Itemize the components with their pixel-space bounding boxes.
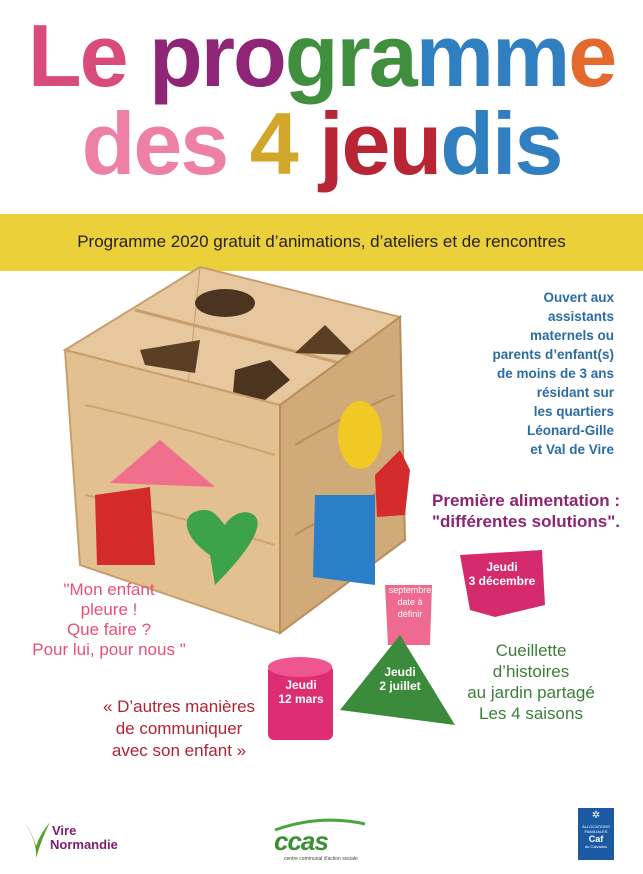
audience-line: de moins de 3 ans [496, 366, 614, 381]
caf-logo-line: FAMILIALES [584, 829, 608, 834]
date-dec-label [462, 560, 542, 588]
date-sept-label [384, 584, 436, 620]
audience-line: assistants [547, 309, 614, 324]
date-line: date à [397, 597, 423, 607]
vire-leaf-icon [22, 820, 52, 860]
caf-emblem-icon: ✲ [591, 810, 601, 821]
title-part: jeu [296, 94, 441, 193]
audience-line: Ouvert aux [543, 290, 614, 305]
band-text: Programme 2020 gratuit d’animations, d’ateliers et de rencontres [77, 232, 566, 251]
title-part: dis [440, 94, 562, 193]
caf-logo-line: ALLOCATIONS [582, 824, 610, 829]
date-line: définir [397, 609, 423, 619]
audience-line: les quartiers [533, 404, 614, 419]
title-line-2 [0, 94, 643, 194]
date-line: septembre [388, 585, 432, 595]
date-mars-label [269, 678, 333, 706]
date-line: 3 décembre [468, 574, 536, 588]
ccas-logo [270, 818, 370, 864]
date-line: Jeudi [384, 665, 416, 679]
audience-line: maternels ou [529, 328, 614, 343]
vire-logo-line: Vire [52, 823, 77, 838]
audience-text [480, 288, 614, 459]
vire-logo-text [52, 824, 118, 852]
ccas-logo-text: ccas [274, 826, 328, 856]
ccas-logo-subtext: centre communal d'action sociale [284, 856, 358, 862]
audience-line: parents d’enfant(s) [492, 347, 614, 362]
title-part: e [568, 6, 616, 105]
date-line: 12 mars [278, 692, 324, 706]
session-line: avec son enfant » [111, 741, 247, 760]
vire-normandie-logo [22, 820, 142, 860]
audience-line: résidant sur [536, 385, 614, 400]
date-line: Jeudi [486, 560, 518, 574]
title-part: des [81, 94, 250, 193]
caf-logo-text [578, 824, 614, 849]
title-part: mm [415, 6, 569, 105]
session-line: d’histoires [492, 662, 570, 681]
session-premiere-alimentation [420, 490, 620, 532]
session-line: « D’autres manières [102, 697, 256, 716]
date-juillet-label [370, 665, 430, 693]
title-part: Le [27, 6, 127, 105]
audience-line: et Val de Vire [530, 442, 614, 457]
date-line: 2 juillet [379, 679, 421, 693]
session-line: Que faire ? [66, 620, 152, 639]
session-line: de communiquer [115, 719, 243, 738]
session-line: pleure ! [80, 600, 138, 619]
session-line: Les 4 saisons [479, 704, 583, 723]
session-line: Première alimentation : [431, 491, 620, 510]
session-line: "Mon enfant [63, 580, 155, 599]
session-line: "différentes solutions". [431, 512, 620, 531]
title-line-1 [0, 6, 643, 106]
date-line: Jeudi [285, 678, 317, 692]
session-line: au jardin partagé [467, 683, 595, 702]
title-part: pro [126, 6, 285, 105]
session-line: Pour lui, pour nous " [32, 640, 186, 659]
session-cueillette [446, 640, 616, 724]
session-communiquer [84, 696, 274, 762]
vire-logo-line: Normandie [50, 837, 118, 852]
audience-line: Léonard-Gille [526, 423, 614, 438]
caf-logo-line: Caf [588, 834, 604, 844]
session-line: Cueillette [495, 641, 567, 660]
title-part: gra [284, 6, 416, 105]
caf-logo-line: du Calvados [584, 844, 608, 849]
caf-logo [578, 808, 614, 860]
title-part: 4 [249, 94, 297, 193]
session-mon-enfant-pleure [14, 580, 204, 660]
